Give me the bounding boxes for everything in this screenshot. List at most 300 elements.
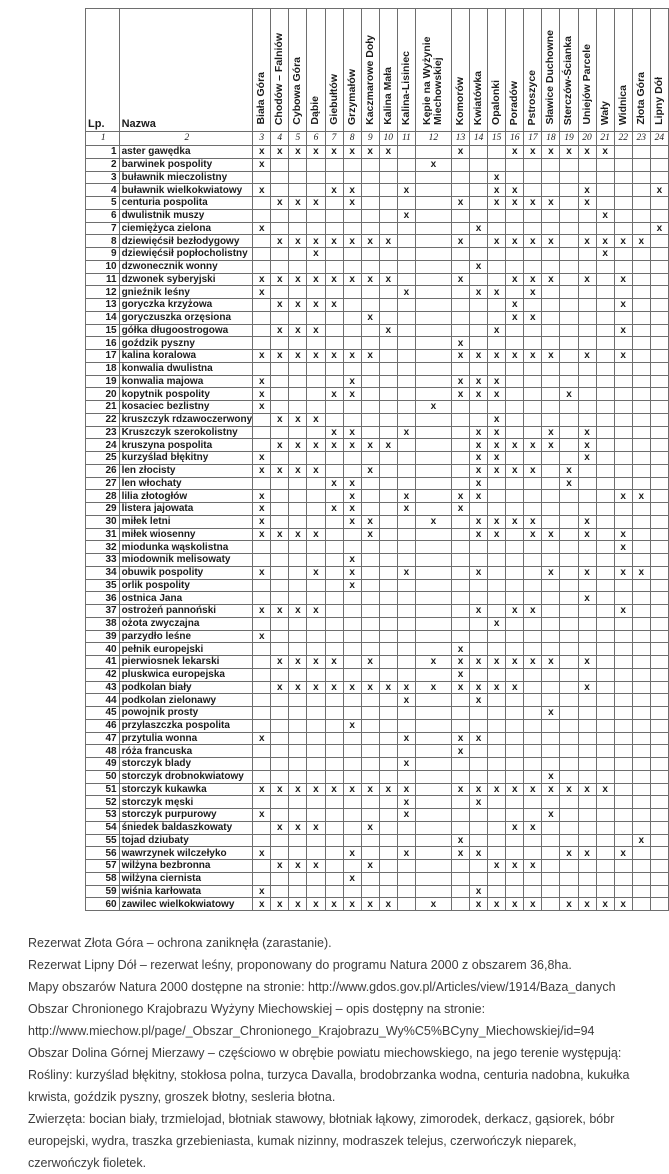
occurrence-mark: [542, 860, 560, 873]
occurrence-mark: [560, 745, 578, 758]
occurrence-mark: [614, 809, 632, 822]
occurrence-mark: [632, 528, 650, 541]
occurrence-mark: [397, 834, 415, 847]
row-number: 51: [86, 783, 120, 796]
occurrence-mark: [560, 273, 578, 286]
occurrence-mark: [271, 515, 289, 528]
occurrence-mark: x: [325, 426, 343, 439]
occurrence-mark: [415, 860, 451, 873]
occurrence-mark: [307, 375, 325, 388]
occurrence-mark: [632, 515, 650, 528]
occurrence-mark: [578, 248, 596, 261]
occurrence-mark: x: [343, 146, 361, 159]
occurrence-mark: x: [325, 388, 343, 401]
occurrence-mark: [488, 146, 506, 159]
occurrence-mark: [470, 158, 488, 171]
occurrence-mark: [470, 579, 488, 592]
species-name: dzwonecznik wonny: [119, 260, 253, 273]
occurrence-mark: [470, 554, 488, 567]
occurrence-mark: [524, 490, 542, 503]
occurrence-mark: x: [596, 898, 614, 911]
occurrence-mark: x: [524, 146, 542, 159]
occurrence-mark: [253, 171, 271, 184]
occurrence-mark: x: [253, 566, 271, 579]
location-label: Kępie na Wyżynie Miechowskiej: [421, 36, 445, 125]
occurrence-mark: [451, 809, 469, 822]
occurrence-mark: [614, 707, 632, 720]
occurrence-mark: [415, 273, 451, 286]
occurrence-mark: [343, 732, 361, 745]
table-row: [86, 146, 669, 159]
occurrence-mark: x: [253, 605, 271, 618]
species-name: róża francuska: [119, 745, 253, 758]
occurrence-mark: [289, 158, 307, 171]
occurrence-mark: [325, 337, 343, 350]
occurrence-mark: [379, 388, 397, 401]
species-name: storczyk purpurowy: [119, 809, 253, 822]
occurrence-mark: x: [470, 375, 488, 388]
occurrence-mark: [524, 796, 542, 809]
occurrence-mark: [379, 566, 397, 579]
occurrence-mark: [650, 248, 668, 261]
occurrence-mark: x: [470, 222, 488, 235]
table-row: [86, 770, 669, 783]
occurrence-mark: [470, 324, 488, 337]
table-row: [86, 439, 669, 452]
occurrence-mark: x: [253, 222, 271, 235]
occurrence-mark: x: [542, 426, 560, 439]
occurrence-mark: [325, 452, 343, 465]
row-number: 5: [86, 197, 120, 210]
occurrence-mark: [325, 413, 343, 426]
occurrence-mark: [415, 630, 451, 643]
occurrence-mark: x: [271, 197, 289, 210]
occurrence-mark: x: [289, 413, 307, 426]
location-column-header: [253, 9, 271, 132]
occurrence-mark: [415, 350, 451, 363]
occurrence-mark: [415, 209, 451, 222]
occurrence-mark: [415, 388, 451, 401]
occurrence-mark: [560, 311, 578, 324]
note-line: Rośliny: kurzyślad błękitny, stokłosa polna, turzyca Davalla, brodobrzanka wodna, centuria nadobna, kukułka krwista, goździk pyszny, groszek błotny, sesleria błotna.: [28, 1068, 630, 1104]
occurrence-mark: [325, 401, 343, 414]
row-number: 41: [86, 656, 120, 669]
occurrence-mark: [289, 668, 307, 681]
table-row: [86, 796, 669, 809]
occurrence-mark: [451, 617, 469, 630]
occurrence-mark: [361, 592, 379, 605]
occurrence-mark: [542, 643, 560, 656]
occurrence-mark: x: [361, 464, 379, 477]
occurrence-mark: x: [506, 350, 524, 363]
occurrence-mark: [325, 643, 343, 656]
occurrence-mark: x: [524, 898, 542, 911]
occurrence-mark: [596, 770, 614, 783]
occurrence-mark: x: [470, 464, 488, 477]
occurrence-mark: [560, 719, 578, 732]
occurrence-mark: [325, 745, 343, 758]
occurrence-mark: [379, 770, 397, 783]
occurrence-mark: [361, 758, 379, 771]
occurrence-mark: x: [415, 898, 451, 911]
occurrence-mark: [524, 337, 542, 350]
occurrence-mark: [253, 707, 271, 720]
occurrence-mark: [560, 566, 578, 579]
occurrence-mark: x: [578, 681, 596, 694]
occurrence-mark: [451, 362, 469, 375]
occurrence-mark: [379, 554, 397, 567]
occurrence-mark: x: [325, 184, 343, 197]
species-occurrence-table: [85, 8, 669, 911]
occurrence-mark: [560, 490, 578, 503]
occurrence-mark: [415, 821, 451, 834]
species-name: konwalia majowa: [119, 375, 253, 388]
species-name: podkolan biały: [119, 681, 253, 694]
lp-column-number: 1: [86, 132, 120, 146]
occurrence-mark: [343, 821, 361, 834]
occurrence-mark: [650, 286, 668, 299]
occurrence-mark: [650, 809, 668, 822]
table-row: [86, 388, 669, 401]
occurrence-mark: [524, 413, 542, 426]
row-number: 47: [86, 732, 120, 745]
table-row: [86, 528, 669, 541]
species-name: pierwiosnek lekarski: [119, 656, 253, 669]
occurrence-mark: [560, 452, 578, 465]
occurrence-mark: [542, 681, 560, 694]
occurrence-mark: [289, 554, 307, 567]
table-row: [86, 898, 669, 911]
occurrence-mark: [560, 184, 578, 197]
species-name: wilżyna bezbronna: [119, 860, 253, 873]
occurrence-mark: [307, 286, 325, 299]
occurrence-mark: [542, 477, 560, 490]
occurrence-mark: x: [253, 184, 271, 197]
occurrence-mark: x: [488, 515, 506, 528]
lp-header: Lp.: [86, 9, 120, 132]
occurrence-mark: [488, 222, 506, 235]
occurrence-mark: [379, 809, 397, 822]
occurrence-mark: [632, 362, 650, 375]
occurrence-mark: [343, 337, 361, 350]
occurrence-mark: [578, 834, 596, 847]
occurrence-mark: x: [271, 860, 289, 873]
occurrence-mark: [470, 617, 488, 630]
occurrence-mark: [578, 770, 596, 783]
occurrence-mark: x: [578, 847, 596, 860]
location-column-number: 9: [361, 132, 379, 146]
table-row: [86, 235, 669, 248]
occurrence-mark: [488, 248, 506, 261]
occurrence-mark: [325, 324, 343, 337]
occurrence-mark: [325, 515, 343, 528]
occurrence-mark: x: [379, 898, 397, 911]
occurrence-mark: x: [524, 439, 542, 452]
occurrence-mark: [415, 541, 451, 554]
occurrence-mark: x: [379, 439, 397, 452]
occurrence-mark: x: [470, 439, 488, 452]
occurrence-mark: [488, 503, 506, 516]
occurrence-mark: [650, 299, 668, 312]
occurrence-mark: [271, 426, 289, 439]
occurrence-mark: [397, 464, 415, 477]
occurrence-mark: [289, 847, 307, 860]
occurrence-mark: [307, 554, 325, 567]
occurrence-mark: [361, 809, 379, 822]
occurrence-mark: [614, 362, 632, 375]
occurrence-mark: [451, 885, 469, 898]
location-label: Grzymałów: [345, 68, 358, 125]
occurrence-mark: [271, 248, 289, 261]
occurrence-mark: [307, 617, 325, 630]
occurrence-mark: x: [307, 235, 325, 248]
occurrence-mark: x: [542, 235, 560, 248]
occurrence-mark: [379, 847, 397, 860]
occurrence-mark: [632, 324, 650, 337]
occurrence-mark: [524, 758, 542, 771]
occurrence-mark: [542, 732, 560, 745]
occurrence-mark: [506, 554, 524, 567]
occurrence-mark: [596, 566, 614, 579]
occurrence-mark: [289, 796, 307, 809]
occurrence-mark: [361, 490, 379, 503]
occurrence-mark: [379, 426, 397, 439]
occurrence-mark: [560, 260, 578, 273]
species-occurrence-table-wrap: [85, 8, 669, 911]
occurrence-mark: [596, 401, 614, 414]
occurrence-mark: x: [271, 656, 289, 669]
occurrence-mark: [289, 222, 307, 235]
occurrence-mark: x: [343, 515, 361, 528]
occurrence-mark: [650, 643, 668, 656]
occurrence-mark: [560, 503, 578, 516]
location-label: Kaczmarowe Doły: [363, 35, 376, 125]
occurrence-mark: x: [307, 197, 325, 210]
occurrence-mark: [271, 809, 289, 822]
table-row: [86, 656, 669, 669]
occurrence-mark: [614, 171, 632, 184]
occurrence-mark: [271, 209, 289, 222]
occurrence-mark: [578, 541, 596, 554]
occurrence-mark: [271, 770, 289, 783]
occurrence-mark: [361, 337, 379, 350]
occurrence-mark: [307, 834, 325, 847]
occurrence-mark: x: [614, 541, 632, 554]
occurrence-mark: [650, 426, 668, 439]
occurrence-mark: [524, 770, 542, 783]
occurrence-mark: x: [451, 656, 469, 669]
occurrence-mark: [415, 694, 451, 707]
occurrence-mark: x: [343, 503, 361, 516]
occurrence-mark: [578, 694, 596, 707]
occurrence-mark: x: [596, 783, 614, 796]
occurrence-mark: [307, 209, 325, 222]
occurrence-mark: [614, 286, 632, 299]
occurrence-mark: [650, 260, 668, 273]
occurrence-mark: x: [307, 248, 325, 261]
location-column-number: 11: [397, 132, 415, 146]
occurrence-mark: [650, 439, 668, 452]
occurrence-mark: x: [650, 184, 668, 197]
occurrence-mark: [379, 464, 397, 477]
occurrence-mark: x: [307, 860, 325, 873]
occurrence-mark: [578, 605, 596, 618]
table-row: [86, 375, 669, 388]
row-number: 54: [86, 821, 120, 834]
occurrence-mark: x: [307, 656, 325, 669]
occurrence-mark: x: [506, 311, 524, 324]
row-number: 6: [86, 209, 120, 222]
occurrence-mark: x: [542, 528, 560, 541]
location-column-number: 19: [560, 132, 578, 146]
occurrence-mark: [379, 477, 397, 490]
occurrence-mark: [488, 299, 506, 312]
occurrence-mark: [506, 337, 524, 350]
occurrence-mark: x: [524, 311, 542, 324]
occurrence-mark: [397, 299, 415, 312]
occurrence-mark: x: [470, 260, 488, 273]
occurrence-mark: [488, 668, 506, 681]
occurrence-mark: [397, 439, 415, 452]
species-name: kruszczyk rdzawoczerwony: [119, 413, 253, 426]
species-name: gnieźnik leśny: [119, 286, 253, 299]
occurrence-mark: [632, 796, 650, 809]
occurrence-mark: [271, 452, 289, 465]
occurrence-mark: x: [506, 299, 524, 312]
species-name: len włochaty: [119, 477, 253, 490]
occurrence-mark: x: [542, 350, 560, 363]
occurrence-mark: [271, 311, 289, 324]
occurrence-mark: [650, 209, 668, 222]
occurrence-mark: [524, 362, 542, 375]
occurrence-mark: [307, 452, 325, 465]
occurrence-mark: [596, 171, 614, 184]
occurrence-mark: [451, 592, 469, 605]
occurrence-mark: [542, 821, 560, 834]
occurrence-mark: [379, 209, 397, 222]
occurrence-mark: [397, 273, 415, 286]
occurrence-mark: [397, 872, 415, 885]
occurrence-mark: [379, 260, 397, 273]
occurrence-mark: x: [307, 605, 325, 618]
occurrence-mark: [560, 872, 578, 885]
occurrence-mark: [506, 834, 524, 847]
occurrence-mark: [560, 337, 578, 350]
species-name: pluskwica europejska: [119, 668, 253, 681]
occurrence-mark: [271, 732, 289, 745]
occurrence-mark: [560, 299, 578, 312]
occurrence-mark: [253, 796, 271, 809]
occurrence-mark: [524, 847, 542, 860]
occurrence-mark: x: [614, 847, 632, 860]
occurrence-mark: [379, 286, 397, 299]
occurrence-mark: [451, 898, 469, 911]
occurrence-mark: x: [470, 694, 488, 707]
occurrence-mark: [271, 171, 289, 184]
occurrence-mark: [289, 490, 307, 503]
occurrence-mark: [253, 324, 271, 337]
location-column-number: 21: [596, 132, 614, 146]
occurrence-mark: [560, 796, 578, 809]
occurrence-mark: [343, 464, 361, 477]
occurrence-mark: [289, 834, 307, 847]
species-name: orlik pospolity: [119, 579, 253, 592]
occurrence-mark: [596, 872, 614, 885]
occurrence-mark: [470, 821, 488, 834]
occurrence-mark: x: [379, 324, 397, 337]
species-name: przytulia wonna: [119, 732, 253, 745]
row-number: 45: [86, 707, 120, 720]
occurrence-mark: [271, 758, 289, 771]
occurrence-mark: [361, 413, 379, 426]
occurrence-mark: [307, 158, 325, 171]
occurrence-mark: [470, 197, 488, 210]
occurrence-mark: [415, 311, 451, 324]
occurrence-mark: x: [253, 630, 271, 643]
species-name: obuwik pospolity: [119, 566, 253, 579]
occurrence-mark: [596, 605, 614, 618]
occurrence-mark: [379, 515, 397, 528]
occurrence-mark: x: [289, 197, 307, 210]
occurrence-mark: [397, 605, 415, 618]
occurrence-mark: x: [614, 605, 632, 618]
occurrence-mark: [325, 566, 343, 579]
occurrence-mark: [650, 273, 668, 286]
occurrence-mark: [542, 796, 560, 809]
occurrence-mark: x: [361, 146, 379, 159]
occurrence-mark: [524, 299, 542, 312]
location-label: Uniejów Parcele: [580, 44, 593, 125]
occurrence-mark: [397, 452, 415, 465]
occurrence-mark: x: [632, 566, 650, 579]
occurrence-mark: [379, 362, 397, 375]
location-column-number: 12: [415, 132, 451, 146]
occurrence-mark: [379, 452, 397, 465]
occurrence-mark: [361, 745, 379, 758]
location-label: Opalonki: [490, 80, 503, 125]
table-body: [86, 146, 669, 911]
occurrence-mark: [524, 375, 542, 388]
occurrence-mark: [397, 171, 415, 184]
occurrence-mark: [560, 439, 578, 452]
occurrence-mark: x: [451, 235, 469, 248]
occurrence-mark: [488, 541, 506, 554]
occurrence-mark: x: [289, 273, 307, 286]
occurrence-mark: [578, 860, 596, 873]
occurrence-mark: [614, 503, 632, 516]
occurrence-mark: [614, 554, 632, 567]
occurrence-mark: x: [470, 350, 488, 363]
occurrence-mark: x: [343, 872, 361, 885]
species-name: kruszyna pospolita: [119, 439, 253, 452]
occurrence-mark: x: [470, 286, 488, 299]
occurrence-mark: [415, 286, 451, 299]
occurrence-mark: [560, 541, 578, 554]
occurrence-mark: [253, 860, 271, 873]
occurrence-mark: [271, 158, 289, 171]
occurrence-mark: [271, 541, 289, 554]
occurrence-mark: [614, 885, 632, 898]
occurrence-mark: x: [578, 656, 596, 669]
occurrence-mark: [560, 515, 578, 528]
occurrence-mark: [632, 337, 650, 350]
occurrence-mark: [614, 222, 632, 235]
location-column-header: [506, 9, 524, 132]
occurrence-mark: [650, 566, 668, 579]
occurrence-mark: [596, 350, 614, 363]
occurrence-mark: [271, 643, 289, 656]
occurrence-mark: [253, 197, 271, 210]
